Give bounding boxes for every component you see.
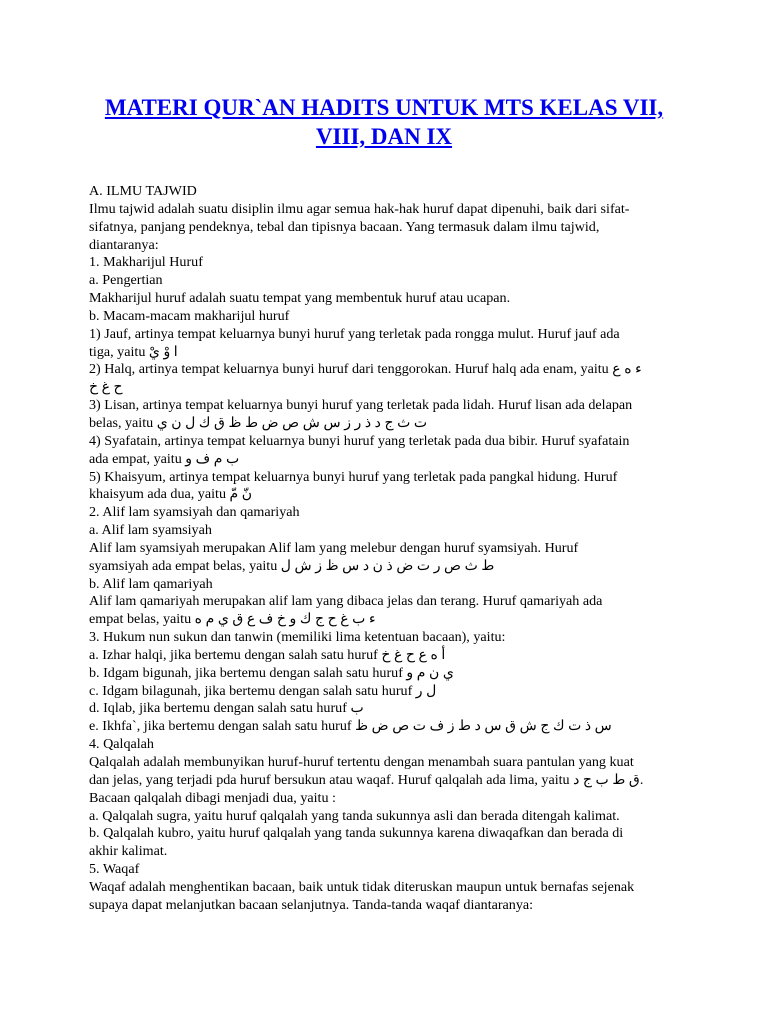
document-line: dan jelas, yang terjadi pda huruf bersukun atau waqaf. Huruf qalqalah ada lima, yaitu ق ط ب ج د. (89, 771, 644, 788)
document-line: 3) Lisan, artinya tempat keluarnya bunyi huruf yang terletak pada lidah. Huruf lisan ada delapan (89, 397, 633, 414)
document-line: a. Qalqalah sugra, yaitu huruf qalqalah yang tanda sukunnya asli dan berada ditengah kalimat. (89, 807, 620, 824)
document-line: b. Idgam bigunah, jika bertemu dengan salah satu huruf ي ن م و (89, 664, 454, 681)
document-line: Bacaan qalqalah dibagi menjadi dua, yaitu : (89, 789, 336, 806)
document-line: Alif lam syamsiyah merupakan Alif lam yang melebur dengan huruf syamsiyah. Huruf (89, 539, 579, 556)
document-line: a. Alif lam syamsiyah (89, 522, 212, 539)
document-line: tiga, yaitu ا وْ يْ (89, 343, 178, 360)
document-line: 2. Alif lam syamsiyah dan qamariyah (89, 504, 300, 521)
document-line: d. Iqlab, jika bertemu dengan salah satu huruf ب (89, 700, 364, 717)
document-line: 4) Syafatain, artinya tempat keluarnya bunyi huruf yang terletak pada dua bibir. Huruf syafatain (89, 432, 630, 449)
document-line: A. ILMU TAJWID (89, 183, 197, 199)
document-line: c. Idgam bilagunah, jika bertemu dengan salah satu huruf ل ر (89, 682, 437, 699)
document-line: Alif lam qamariyah merupakan alif lam yang dibaca jelas dan terang. Huruf qamariyah ada (89, 593, 603, 610)
document-line: e. Ikhfa`, jika bertemu dengan salah satu huruf س ذ ت ك ج ش ق س د ط ز ف ت ص ض ظ (89, 718, 612, 735)
document-body (89, 183, 681, 915)
document-line: 3. Hukum nun sukun dan tanwin (memiliki lima ketentuan bacaan), yaitu: (89, 629, 506, 646)
document-line: Waqaf adalah menghentikan bacaan, baik untuk tidak diteruskan maupun untuk bernafas sejenak (89, 878, 635, 895)
title-line-2: VIII, DAN IX (315, 124, 453, 149)
document-line: khaisyum ada dua, yaitu نّ مّ (89, 486, 253, 503)
document-line: Ilmu tajwid adalah suatu disiplin ilmu agar semua hak-hak huruf dapat dipenuhi, baik dari sifat- (89, 200, 630, 217)
document-line: a. Izhar halqi, jika bertemu dengan salah satu huruf أ ه ع ح غ خ (89, 646, 446, 663)
document-line: 5. Waqaf (89, 861, 140, 878)
document-line: 2) Halq, artinya tempat keluarnya bunyi huruf dari tenggorokan. Huruf halq ada enam, yaitu ء ه ع (89, 361, 642, 378)
document-line: ح غ خ (89, 379, 123, 396)
document-line: b. Qalqalah kubro, yaitu huruf qalqalah yang tanda sukunnya karena diwaqafkan dan berada di (89, 825, 624, 842)
document-line: syamsiyah ada empat belas, yaitu ط ث ص ر ت ض ذ ن د س ظ ز ش ل (89, 557, 495, 574)
document-line: 4. Qalqalah (89, 736, 154, 753)
document-line: 5) Khaisyum, artinya tempat keluarnya bunyi huruf yang terletak pada pangkal hidung. Huruf (89, 468, 618, 485)
document-line: a. Pengertian (89, 272, 163, 289)
document-line: akhir kalimat. (89, 843, 168, 860)
document-title-link[interactable] (60, 93, 708, 151)
document-line: 1. Makharijul Huruf (89, 254, 203, 271)
document-line: empat belas, yaitu ء ب غ ح ج ك و خ ف ع ق ي م ه (89, 611, 376, 628)
document-line: Qalqalah adalah membunyikan huruf-huruf tertentu dengan menambah suara pantulan yang kuat (89, 754, 634, 770)
document-line: belas, yaitu ت ث ج د ذ ر ز س ش ص ض ط ظ ق ك ل ن ي (89, 414, 428, 431)
document-line: b. Alif lam qamariyah (89, 575, 213, 592)
document-line: b. Macam-macam makharijul huruf (89, 307, 290, 324)
document-line: 1) Jauf, artinya tempat keluarnya bunyi huruf yang terletak pada rongga mulut. Huruf jauf ada (89, 325, 620, 342)
document-line: supaya dapat melanjutkan bacaan selanjutnya. Tanda-tanda waqaf diantaranya: (89, 896, 534, 913)
document-line: ada empat, yaitu ب م ف و (89, 450, 240, 467)
document-line: Makharijul huruf adalah suatu tempat yang membentuk huruf atau ucapan. (89, 290, 511, 307)
title-line-1: MATERI QUR`AN HADITS UNTUK MTS KELAS VII, (104, 95, 664, 120)
document-line: sifatnya, panjang pendeknya, tebal dan tipisnya bacaan. Yang termasuk dalam ilmu tajwid, (89, 218, 600, 235)
document-line: diantaranya: (89, 236, 159, 253)
